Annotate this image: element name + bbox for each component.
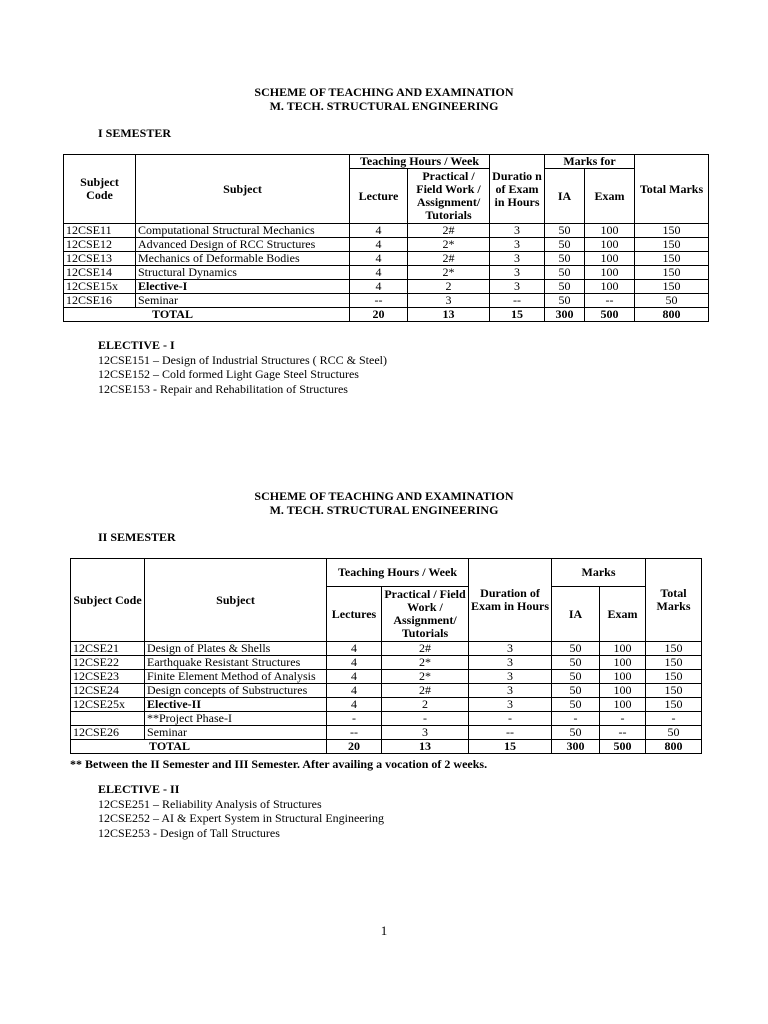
sem2-total-marks: 800 [646, 740, 702, 754]
elective1-item: 12CSE151 – Design of Industrial Structures ( RCC & Steel) [98, 352, 387, 367]
cell-practical: 3 [382, 726, 469, 740]
sem2-header-subject: Subject [145, 559, 327, 642]
cell-total: - [646, 712, 702, 726]
cell-subject: Elective-II [145, 698, 327, 712]
cell-code: 12CSE26 [71, 726, 145, 740]
cell-total: 150 [646, 684, 702, 698]
cell-total: 150 [635, 280, 709, 294]
sem2-header-exam: Exam [600, 587, 646, 642]
sem2-header-total: Total Marks [646, 559, 702, 642]
cell-total: 150 [646, 642, 702, 656]
cell-exam: 100 [600, 684, 646, 698]
cell-duration: 3 [490, 266, 545, 280]
sem1-header-subject: Subject [136, 155, 350, 224]
cell-practical: 2# [408, 252, 490, 266]
cell-total: 150 [635, 238, 709, 252]
cell-ia: 50 [545, 238, 585, 252]
cell-practical: - [382, 712, 469, 726]
cell-code: 12CSE24 [71, 684, 145, 698]
cell-subject: Mechanics of Deformable Bodies [136, 252, 350, 266]
cell-code: 12CSE21 [71, 642, 145, 656]
cell-lecture: 4 [350, 266, 408, 280]
cell-lecture: 4 [327, 670, 382, 684]
cell-total: 50 [635, 294, 709, 308]
sem2-total-ia: 300 [552, 740, 600, 754]
elective2-list [98, 782, 384, 840]
sem1-heading: I SEMESTER [98, 126, 172, 140]
sem1-total-ia: 300 [545, 308, 585, 322]
cell-code: 12CSE14 [64, 266, 136, 280]
sem1-header-code: Subject Code [64, 155, 136, 224]
cell-duration: 3 [490, 238, 545, 252]
table-row [64, 238, 709, 252]
cell-ia: 50 [552, 642, 600, 656]
cell-code: 12CSE23 [71, 670, 145, 684]
cell-practical: 2* [408, 238, 490, 252]
sem1-table [63, 154, 709, 322]
cell-ia: 50 [552, 726, 600, 740]
cell-duration: - [469, 712, 552, 726]
cell-total: 150 [635, 252, 709, 266]
cell-lecture: -- [327, 726, 382, 740]
table-row [71, 684, 702, 698]
cell-lecture: 4 [327, 698, 382, 712]
cell-code: 12CSE15x [64, 280, 136, 294]
cell-ia: 50 [552, 670, 600, 684]
sem1-total-row [64, 308, 709, 322]
cell-duration: 3 [469, 642, 552, 656]
cell-duration: 3 [469, 684, 552, 698]
sem2-header-code: Subject Code [71, 559, 145, 642]
cell-exam: 100 [585, 252, 635, 266]
cell-practical: 2 [408, 280, 490, 294]
cell-code: 12CSE22 [71, 656, 145, 670]
cell-exam: 100 [600, 670, 646, 684]
sem2-total-label: TOTAL [71, 740, 327, 754]
elective2-item: 12CSE253 - Design of Tall Structures [98, 825, 280, 840]
sem2-header-lecture: Lectures [327, 587, 382, 642]
cell-subject: Elective-I [136, 280, 350, 294]
sem1-header-marks-for: Marks for [545, 155, 635, 169]
elective2-heading: ELECTIVE - II [98, 782, 180, 796]
sem1-header-exam: Exam [585, 169, 635, 224]
sem2-header-teaching-hours: Teaching Hours / Week [327, 559, 469, 587]
cell-code: 12CSE11 [64, 224, 136, 238]
table-row [64, 280, 709, 294]
sem2-header-marks: Marks [552, 559, 646, 587]
cell-subject: Computational Structural Mechanics [136, 224, 350, 238]
table-row [71, 726, 702, 740]
cell-exam: 100 [585, 266, 635, 280]
cell-subject: Earthquake Resistant Structures [145, 656, 327, 670]
cell-exam: 100 [585, 224, 635, 238]
table-row [71, 656, 702, 670]
cell-subject: Structural Dynamics [136, 266, 350, 280]
sem1-total-exam: 500 [585, 308, 635, 322]
cell-exam: 100 [585, 280, 635, 294]
table-row [64, 252, 709, 266]
cell-exam: 100 [600, 656, 646, 670]
cell-duration: 3 [490, 280, 545, 294]
sem2-total-row [71, 740, 702, 754]
sem1-header-lecture: Lecture [350, 169, 408, 224]
table-row [71, 670, 702, 684]
cell-duration: -- [490, 294, 545, 308]
sem1-total-label: TOTAL [64, 308, 350, 322]
cell-duration: 3 [490, 252, 545, 266]
cell-exam: 100 [585, 238, 635, 252]
cell-code: 12CSE16 [64, 294, 136, 308]
cell-subject: **Project Phase-I [145, 712, 327, 726]
cell-duration: 3 [469, 698, 552, 712]
cell-practical: 2# [382, 684, 469, 698]
elective1-heading: ELECTIVE - I [98, 338, 175, 352]
elective2-item: 12CSE252 – AI & Expert System in Structural Engineering [98, 811, 384, 825]
table-row [71, 698, 702, 712]
table-row [64, 294, 709, 308]
cell-subject: Finite Element Method of Analysis [145, 670, 327, 684]
cell-exam: - [600, 712, 646, 726]
cell-lecture: -- [350, 294, 408, 308]
cell-code: 12CSE13 [64, 252, 136, 266]
cell-ia: 50 [552, 698, 600, 712]
sem1-total-duration: 15 [490, 308, 545, 322]
cell-practical: 2 [382, 698, 469, 712]
cell-subject: Design concepts of Substructures [145, 684, 327, 698]
sem1-total-practical: 13 [408, 308, 490, 322]
cell-subject: Seminar [136, 294, 350, 308]
table-row [71, 712, 702, 726]
sem1-total-marks: 800 [635, 308, 709, 322]
elective2-item: 12CSE251 – Reliability Analysis of Structures [98, 796, 322, 811]
cell-ia: 50 [552, 656, 600, 670]
sem2-table [70, 558, 702, 754]
sem1-header-ia: IA [545, 169, 585, 224]
cell-lecture: 4 [350, 238, 408, 252]
cell-practical: 2# [408, 224, 490, 238]
page-number: 1 [380, 923, 388, 938]
cell-total: 150 [646, 698, 702, 712]
sem1-header-duration: Duratio n of Exam in Hours [490, 155, 545, 224]
cell-practical: 2* [408, 266, 490, 280]
cell-practical: 2* [382, 670, 469, 684]
cell-code: 12CSE12 [64, 238, 136, 252]
cell-total: 150 [646, 670, 702, 684]
cell-code: 12CSE25x [71, 698, 145, 712]
cell-duration: 3 [469, 656, 552, 670]
cell-code [71, 712, 145, 726]
cell-total: 50 [646, 726, 702, 740]
cell-total: 150 [646, 656, 702, 670]
cell-lecture: - [327, 712, 382, 726]
sem1-header-total: Total Marks [635, 155, 709, 224]
cell-lecture: 4 [327, 656, 382, 670]
cell-lecture: 4 [327, 684, 382, 698]
cell-duration: 3 [469, 670, 552, 684]
sem2-title-line1: SCHEME OF TEACHING AND EXAMINATION [254, 489, 514, 503]
cell-lecture: 4 [350, 252, 408, 266]
cell-ia: 50 [545, 224, 585, 238]
sem2-total-lecture: 20 [327, 740, 382, 754]
sem2-total-practical: 13 [382, 740, 469, 754]
cell-ia: 50 [545, 294, 585, 308]
table-row [64, 224, 709, 238]
cell-practical: 2* [382, 656, 469, 670]
cell-ia: 50 [545, 266, 585, 280]
sem1-header-teaching-hours: Teaching Hours / Week [350, 155, 490, 169]
sem2-title-line2: M. TECH. STRUCTURAL ENGINEERING [269, 503, 499, 517]
elective1-item: 12CSE153 - Repair and Rehabilitation of Structures [98, 381, 348, 396]
cell-subject: Seminar [145, 726, 327, 740]
cell-practical: 3 [408, 294, 490, 308]
cell-ia: 50 [545, 252, 585, 266]
table-row [64, 266, 709, 280]
cell-exam: 100 [600, 698, 646, 712]
cell-lecture: 4 [350, 280, 408, 294]
sem2-heading: II SEMESTER [98, 530, 176, 544]
elective1-list [98, 338, 387, 396]
cell-practical: 2# [382, 642, 469, 656]
cell-total: 150 [635, 224, 709, 238]
cell-ia: 50 [552, 684, 600, 698]
cell-total: 150 [635, 266, 709, 280]
cell-duration: 3 [490, 224, 545, 238]
cell-subject: Advanced Design of RCC Structures [136, 238, 350, 252]
cell-exam: -- [600, 726, 646, 740]
elective1-item: 12CSE152 – Cold formed Light Gage Steel Structures [98, 367, 359, 381]
table-row [71, 642, 702, 656]
sem2-note: ** Between the II Semester and III Semester. After availing a vocation of 2 weeks. [70, 757, 488, 771]
cell-lecture: 4 [350, 224, 408, 238]
sem1-title-line2: M. TECH. STRUCTURAL ENGINEERING [269, 99, 499, 113]
sem1-title-line1: SCHEME OF TEACHING AND EXAMINATION [254, 85, 514, 99]
sem2-header-ia: IA [552, 587, 600, 642]
cell-lecture: 4 [327, 642, 382, 656]
sem2-header-duration: Duration of Exam in Hours [469, 559, 552, 642]
cell-ia: 50 [545, 280, 585, 294]
cell-ia: - [552, 712, 600, 726]
sem1-header-practical: Practical / Field Work / Assignment/ Tutorials [408, 169, 490, 224]
sem2-total-exam: 500 [600, 740, 646, 754]
cell-exam: 100 [600, 642, 646, 656]
sem2-header-practical: Practical / Field Work / Assignment/ Tutorials [382, 587, 469, 642]
cell-subject: Design of Plates & Shells [145, 642, 327, 656]
cell-duration: -- [469, 726, 552, 740]
sem1-total-lecture: 20 [350, 308, 408, 322]
cell-exam: -- [585, 294, 635, 308]
sem2-total-duration: 15 [469, 740, 552, 754]
